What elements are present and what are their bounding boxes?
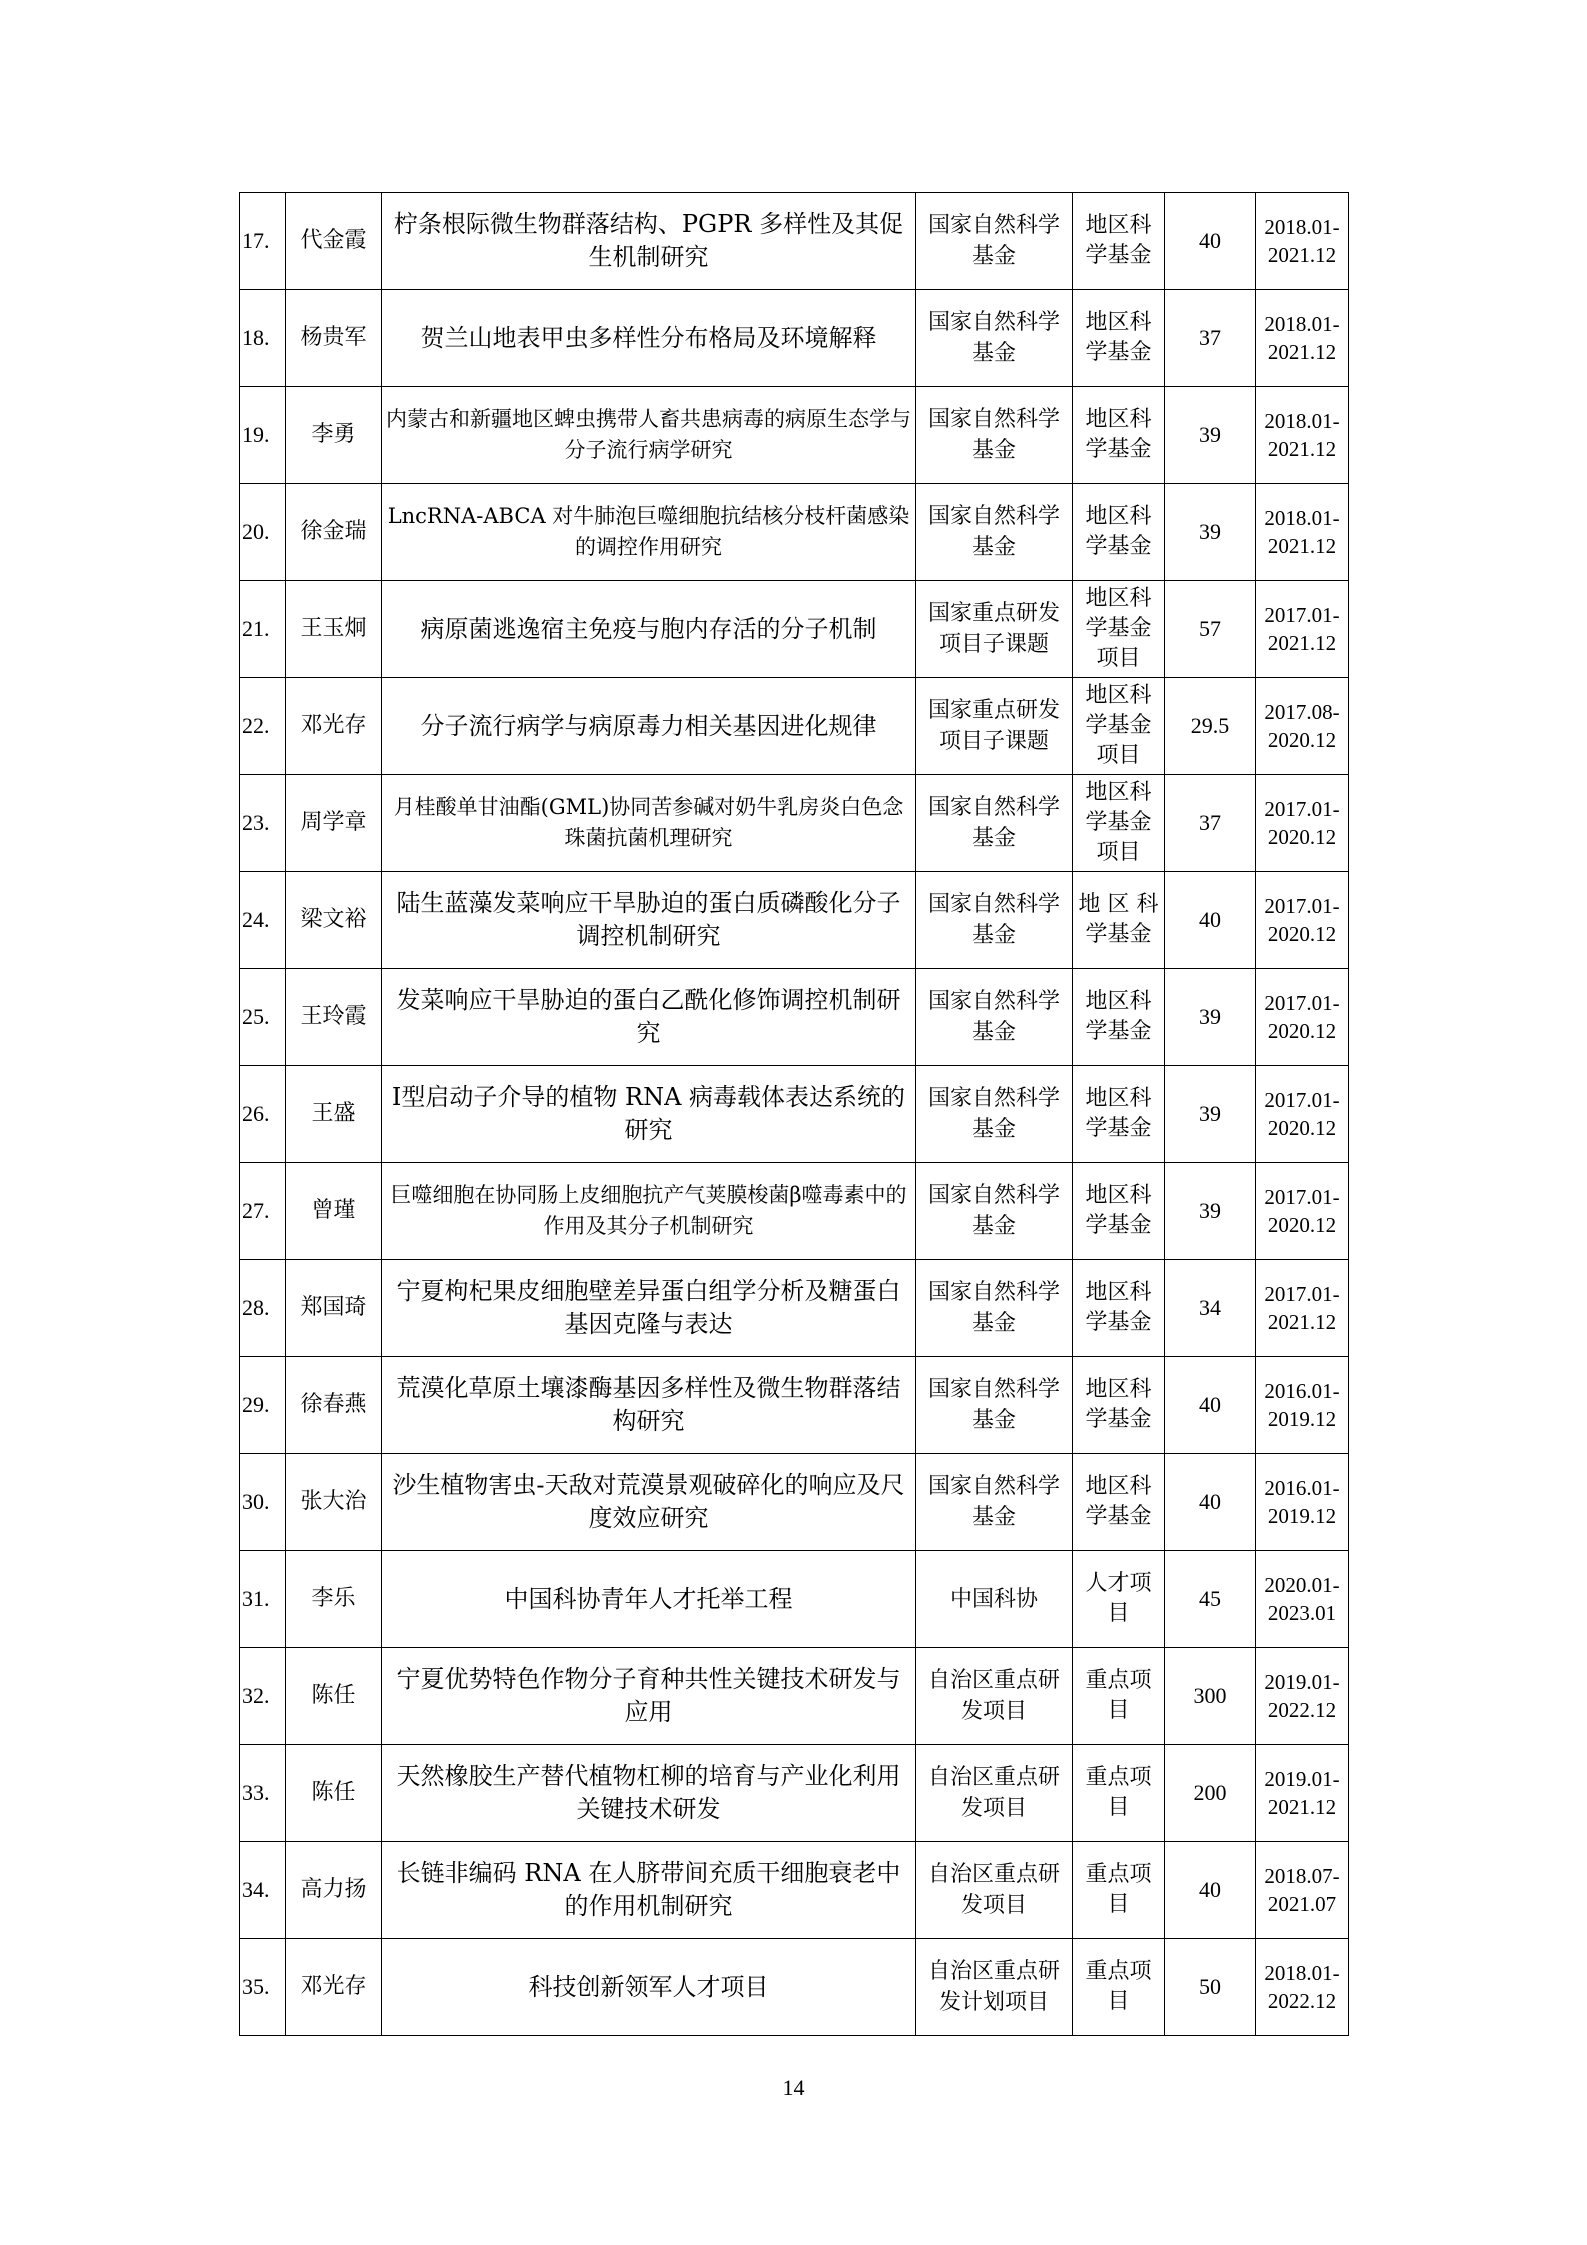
leader-name-cell: 徐金瑞 <box>286 484 382 581</box>
funding-source-cell: 国家自然科学基金 <box>916 387 1073 484</box>
row-number-cell: 31. <box>240 1551 286 1648</box>
project-title-cell: 长链非编码 RNA 在人脐带间充质干细胞衰老中的作用机制研究 <box>382 1842 916 1939</box>
row-number-cell: 25. <box>240 969 286 1066</box>
project-title-cell: LncRNA-ABCA 对牛肺泡巨噬细胞抗结核分枝杆菌感染的调控作用研究 <box>382 484 916 581</box>
funding-amount-cell: 40 <box>1165 1454 1256 1551</box>
table-row <box>240 193 1349 290</box>
project-title-cell: 陆生蓝藻发菜响应干旱胁迫的蛋白质磷酸化分子调控机制研究 <box>382 872 916 969</box>
project-type-cell: 重点项目 <box>1073 1842 1165 1939</box>
project-period-cell: 2018.01-2021.12 <box>1256 387 1349 484</box>
table-row <box>240 484 1349 581</box>
project-table <box>239 192 1349 2036</box>
row-number-cell: 30. <box>240 1454 286 1551</box>
table-row <box>240 1454 1349 1551</box>
project-period-cell: 2018.01-2022.12 <box>1256 1939 1349 2036</box>
funding-amount-cell: 39 <box>1165 969 1256 1066</box>
table-row <box>240 775 1349 872</box>
row-number-cell: 19. <box>240 387 286 484</box>
project-period-cell: 2016.01-2019.12 <box>1256 1454 1349 1551</box>
project-title-cell: 中国科协青年人才托举工程 <box>382 1551 916 1648</box>
project-type-cell: 地区科学基金项目 <box>1073 775 1165 872</box>
leader-name-cell: 邓光存 <box>286 1939 382 2036</box>
leader-name-cell: 杨贵军 <box>286 290 382 387</box>
project-title-cell: 贺兰山地表甲虫多样性分布格局及环境解释 <box>382 290 916 387</box>
row-number-cell: 35. <box>240 1939 286 2036</box>
funding-source-cell: 国家自然科学基金 <box>916 1163 1073 1260</box>
project-title-cell: 荒漠化草原土壤漆酶基因多样性及微生物群落结构研究 <box>382 1357 916 1454</box>
row-number-cell: 23. <box>240 775 286 872</box>
table-row <box>240 581 1349 678</box>
project-title-cell: 科技创新领军人才项目 <box>382 1939 916 2036</box>
row-number-cell: 22. <box>240 678 286 775</box>
project-type-cell: 重点项目 <box>1073 1648 1165 1745</box>
table-row <box>240 290 1349 387</box>
funding-source-cell: 国家自然科学基金 <box>916 193 1073 290</box>
funding-source-cell: 自治区重点研发项目 <box>916 1745 1073 1842</box>
project-type-cell: 地区科学基金 <box>1073 387 1165 484</box>
funding-amount-cell: 39 <box>1165 387 1256 484</box>
project-type-cell: 地区科学基金 <box>1073 193 1165 290</box>
project-title-cell: 发菜响应干旱胁迫的蛋白乙酰化修饰调控机制研究 <box>382 969 916 1066</box>
row-number-cell: 21. <box>240 581 286 678</box>
funding-source-cell: 中国科协 <box>916 1551 1073 1648</box>
funding-amount-cell: 200 <box>1165 1745 1256 1842</box>
project-type-cell: 地区科学基金 <box>1073 1163 1165 1260</box>
funding-source-cell: 国家自然科学基金 <box>916 1260 1073 1357</box>
table-row <box>240 1842 1349 1939</box>
funding-source-cell: 自治区重点研发项目 <box>916 1842 1073 1939</box>
row-number-cell: 20. <box>240 484 286 581</box>
page-number: 14 <box>782 2075 805 2100</box>
funding-source-cell: 国家重点研发项目子课题 <box>916 678 1073 775</box>
funding-source-cell: 国家自然科学基金 <box>916 484 1073 581</box>
table-row <box>240 1357 1349 1454</box>
funding-amount-cell: 57 <box>1165 581 1256 678</box>
project-period-cell: 2019.01-2021.12 <box>1256 1745 1349 1842</box>
table-row <box>240 387 1349 484</box>
funding-amount-cell: 34 <box>1165 1260 1256 1357</box>
table-row <box>240 1260 1349 1357</box>
funding-amount-cell: 37 <box>1165 775 1256 872</box>
project-title-cell: 分子流行病学与病原毒力相关基因进化规律 <box>382 678 916 775</box>
row-number-cell: 17. <box>240 193 286 290</box>
funding-amount-cell: 40 <box>1165 1357 1256 1454</box>
row-number-cell: 27. <box>240 1163 286 1260</box>
project-title-cell: 月桂酸单甘油酯(GML)协同苦参碱对奶牛乳房炎白色念珠菌抗菌机理研究 <box>382 775 916 872</box>
leader-name-cell: 邓光存 <box>286 678 382 775</box>
funding-amount-cell: 300 <box>1165 1648 1256 1745</box>
funding-amount-cell: 29.5 <box>1165 678 1256 775</box>
project-title-cell: 天然橡胶生产替代植物杠柳的培育与产业化利用关键技术研发 <box>382 1745 916 1842</box>
project-title-cell: Ⅰ型启动子介导的植物 RNA 病毒载体表达系统的研究 <box>382 1066 916 1163</box>
project-period-cell: 2017.01-2020.12 <box>1256 872 1349 969</box>
project-type-cell: 人才项目 <box>1073 1551 1165 1648</box>
leader-name-cell: 王玉炯 <box>286 581 382 678</box>
project-title-cell: 内蒙古和新疆地区蜱虫携带人畜共患病毒的病原生态学与分子流行病学研究 <box>382 387 916 484</box>
leader-name-cell: 高力扬 <box>286 1842 382 1939</box>
project-type-cell: 地区科学基金 <box>1073 484 1165 581</box>
leader-name-cell: 陈任 <box>286 1745 382 1842</box>
funding-amount-cell: 39 <box>1165 484 1256 581</box>
row-number-cell: 29. <box>240 1357 286 1454</box>
project-period-cell: 2017.01-2021.12 <box>1256 581 1349 678</box>
table-row <box>240 1648 1349 1745</box>
row-number-cell: 24. <box>240 872 286 969</box>
project-period-cell: 2017.01-2020.12 <box>1256 1163 1349 1260</box>
leader-name-cell: 陈任 <box>286 1648 382 1745</box>
funding-source-cell: 国家自然科学基金 <box>916 775 1073 872</box>
leader-name-cell: 李乐 <box>286 1551 382 1648</box>
funding-source-cell: 国家自然科学基金 <box>916 1357 1073 1454</box>
project-type-cell: 地区科学基金项目 <box>1073 581 1165 678</box>
funding-amount-cell: 39 <box>1165 1163 1256 1260</box>
leader-name-cell: 周学章 <box>286 775 382 872</box>
leader-name-cell: 梁文裕 <box>286 872 382 969</box>
table-row <box>240 1163 1349 1260</box>
project-period-cell: 2016.01-2019.12 <box>1256 1357 1349 1454</box>
leader-name-cell: 曾瑾 <box>286 1163 382 1260</box>
project-title-cell: 柠条根际微生物群落结构、PGPR 多样性及其促生机制研究 <box>382 193 916 290</box>
row-number-cell: 32. <box>240 1648 286 1745</box>
project-type-cell: 重点项目 <box>1073 1745 1165 1842</box>
leader-name-cell: 代金霞 <box>286 193 382 290</box>
table-row <box>240 872 1349 969</box>
project-period-cell: 2017.01-2021.12 <box>1256 1260 1349 1357</box>
project-table-body <box>240 193 1349 2036</box>
project-period-cell: 2017.01-2020.12 <box>1256 775 1349 872</box>
leader-name-cell: 张大治 <box>286 1454 382 1551</box>
project-period-cell: 2018.07-2021.07 <box>1256 1842 1349 1939</box>
project-type-cell: 地区科学基金 <box>1073 969 1165 1066</box>
row-number-cell: 18. <box>240 290 286 387</box>
project-title-cell: 宁夏优势特色作物分子育种共性关键技术研发与应用 <box>382 1648 916 1745</box>
project-type-cell: 地区科学基金项目 <box>1073 678 1165 775</box>
table-row <box>240 678 1349 775</box>
project-period-cell: 2018.01-2021.12 <box>1256 193 1349 290</box>
project-type-cell: 地区科学基金 <box>1073 290 1165 387</box>
funding-amount-cell: 37 <box>1165 290 1256 387</box>
table-row <box>240 1745 1349 1842</box>
project-type-cell: 地区科学基金 <box>1073 1260 1165 1357</box>
project-period-cell: 2019.01-2022.12 <box>1256 1648 1349 1745</box>
table-row <box>240 1939 1349 2036</box>
funding-amount-cell: 45 <box>1165 1551 1256 1648</box>
funding-amount-cell: 39 <box>1165 1066 1256 1163</box>
leader-name-cell: 李勇 <box>286 387 382 484</box>
project-period-cell: 2017.01-2020.12 <box>1256 969 1349 1066</box>
row-number-cell: 33. <box>240 1745 286 1842</box>
project-period-cell: 2018.01-2021.12 <box>1256 484 1349 581</box>
funding-amount-cell: 50 <box>1165 1939 1256 2036</box>
leader-name-cell: 王玲霞 <box>286 969 382 1066</box>
table-row <box>240 1066 1349 1163</box>
project-title-cell: 病原菌逃逸宿主免疫与胞内存活的分子机制 <box>382 581 916 678</box>
row-number-cell: 34. <box>240 1842 286 1939</box>
project-period-cell: 2017.08-2020.12 <box>1256 678 1349 775</box>
project-title-cell: 宁夏枸杞果皮细胞壁差异蛋白组学分析及糖蛋白基因克隆与表达 <box>382 1260 916 1357</box>
funding-amount-cell: 40 <box>1165 872 1256 969</box>
row-number-cell: 26. <box>240 1066 286 1163</box>
funding-source-cell: 自治区重点研发项目 <box>916 1648 1073 1745</box>
project-table-container <box>239 192 1349 2036</box>
funding-amount-cell: 40 <box>1165 1842 1256 1939</box>
funding-source-cell: 国家自然科学基金 <box>916 872 1073 969</box>
funding-amount-cell: 40 <box>1165 193 1256 290</box>
project-period-cell: 2020.01-2023.01 <box>1256 1551 1349 1648</box>
leader-name-cell: 郑国琦 <box>286 1260 382 1357</box>
funding-source-cell: 国家自然科学基金 <box>916 1454 1073 1551</box>
funding-source-cell: 国家自然科学基金 <box>916 1066 1073 1163</box>
project-type-cell: 地区科学基金 <box>1073 1357 1165 1454</box>
funding-source-cell: 国家重点研发项目子课题 <box>916 581 1073 678</box>
leader-name-cell: 徐春燕 <box>286 1357 382 1454</box>
table-row <box>240 1551 1349 1648</box>
project-title-cell: 巨噬细胞在协同肠上皮细胞抗产气荚膜梭菌β噬毒素中的作用及其分子机制研究 <box>382 1163 916 1260</box>
funding-source-cell: 国家自然科学基金 <box>916 969 1073 1066</box>
project-type-cell: 地区科学基金 <box>1073 1454 1165 1551</box>
table-row <box>240 969 1349 1066</box>
funding-source-cell: 国家自然科学基金 <box>916 290 1073 387</box>
project-type-cell: 重点项目 <box>1073 1939 1165 2036</box>
leader-name-cell: 王盛 <box>286 1066 382 1163</box>
project-title-cell: 沙生植物害虫-天敌对荒漠景观破碎化的响应及尺度效应研究 <box>382 1454 916 1551</box>
row-number-cell: 28. <box>240 1260 286 1357</box>
project-period-cell: 2017.01-2020.12 <box>1256 1066 1349 1163</box>
project-period-cell: 2018.01-2021.12 <box>1256 290 1349 387</box>
project-type-cell: 地区科学基金 <box>1073 1066 1165 1163</box>
project-type-cell: 地 区 科学基金 <box>1073 872 1165 969</box>
funding-source-cell: 自治区重点研发计划项目 <box>916 1939 1073 2036</box>
